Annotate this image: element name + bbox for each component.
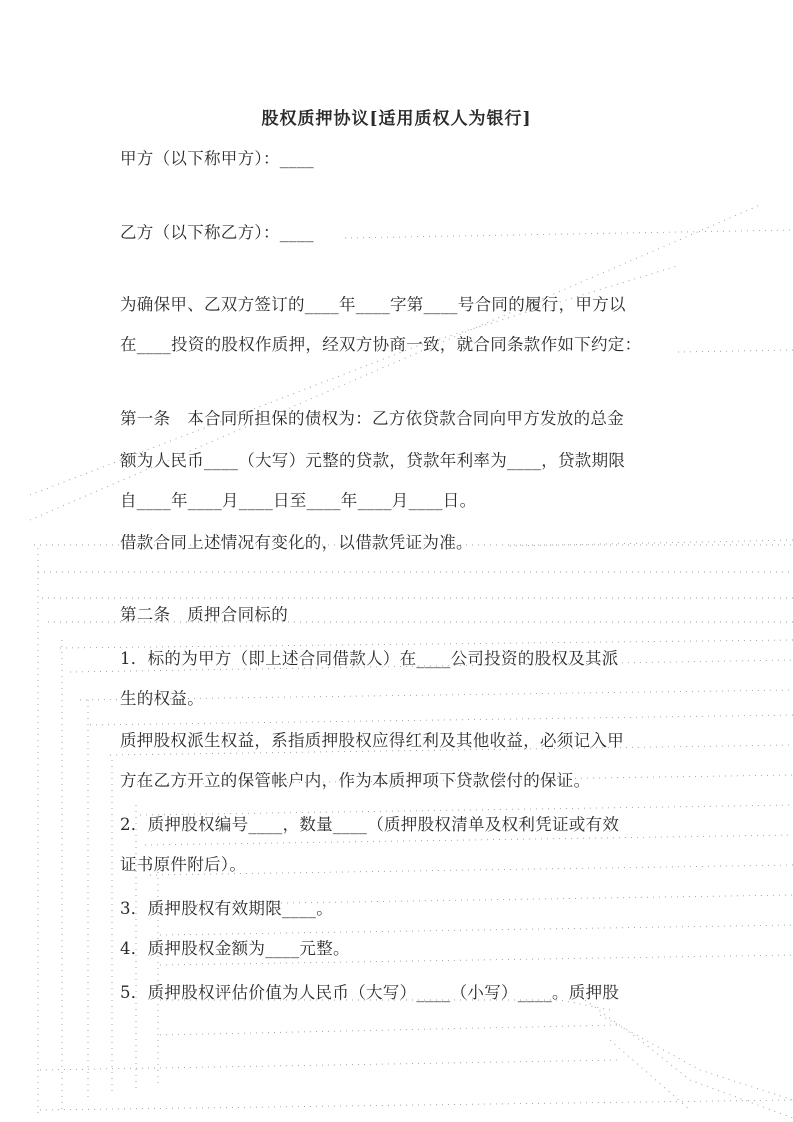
- article-2-heading: 第二条 质押合同标的: [120, 605, 288, 624]
- party-a-line: 甲方（以下称甲方）：____: [120, 149, 314, 168]
- article-1-line-3: 自____年____月____日至____年____月____日。: [120, 491, 477, 510]
- party-b-line: 乙方（以下称乙方）：____: [120, 223, 314, 242]
- article-2-note-line-2: 方在乙方开立的保管帐户内，作为本质押项下贷款偿付的保证。: [120, 771, 591, 790]
- article-2-item-4: 4．质押股权金额为____元整。: [120, 939, 350, 958]
- article-2-item-2-line-2: 证书原件附后）。: [120, 855, 247, 874]
- article-2-note-line-1: 质押股权派生权益，系指质押股权应得红利及其他收益，必须记入甲: [120, 731, 624, 750]
- article-2-item-2-line-1: 2．质押股权编号____，数量____（质押股权清单及权利凭证或有效: [120, 815, 620, 834]
- article-2-item-1-line-1: 1．标的为甲方（即上述合同借款人）在____公司投资的股权及其派: [120, 649, 619, 668]
- article-2-item-5: 5．质押股权评估价值为人民币（大写）____（小写）____。质押股: [120, 983, 620, 1002]
- article-1-line-1: 第一条 本合同所担保的债权为：乙方依贷款合同向甲方发放的总金: [120, 409, 624, 428]
- article-2-item-1-line-2: 生的权益。: [120, 689, 204, 708]
- article-1-line-2: 额为人民币____（大写）元整的贷款，贷款年利率为____，贷款期限: [120, 451, 626, 470]
- article-1-line-4: 借款合同上述情况有变化的，以借款凭证为准。: [120, 533, 473, 552]
- preamble-line-2: 在____投资的股权作质押，经双方协商一致，就合同条款作如下约定：: [120, 335, 642, 354]
- preamble-line-1: 为确保甲、乙双方签订的____年____字第____号合同的履行，甲方以: [120, 295, 626, 314]
- document-title: 股权质押协议[适用质权人为银行]: [261, 109, 532, 129]
- article-2-item-3: 3．质押股权有效期限____。: [120, 899, 333, 918]
